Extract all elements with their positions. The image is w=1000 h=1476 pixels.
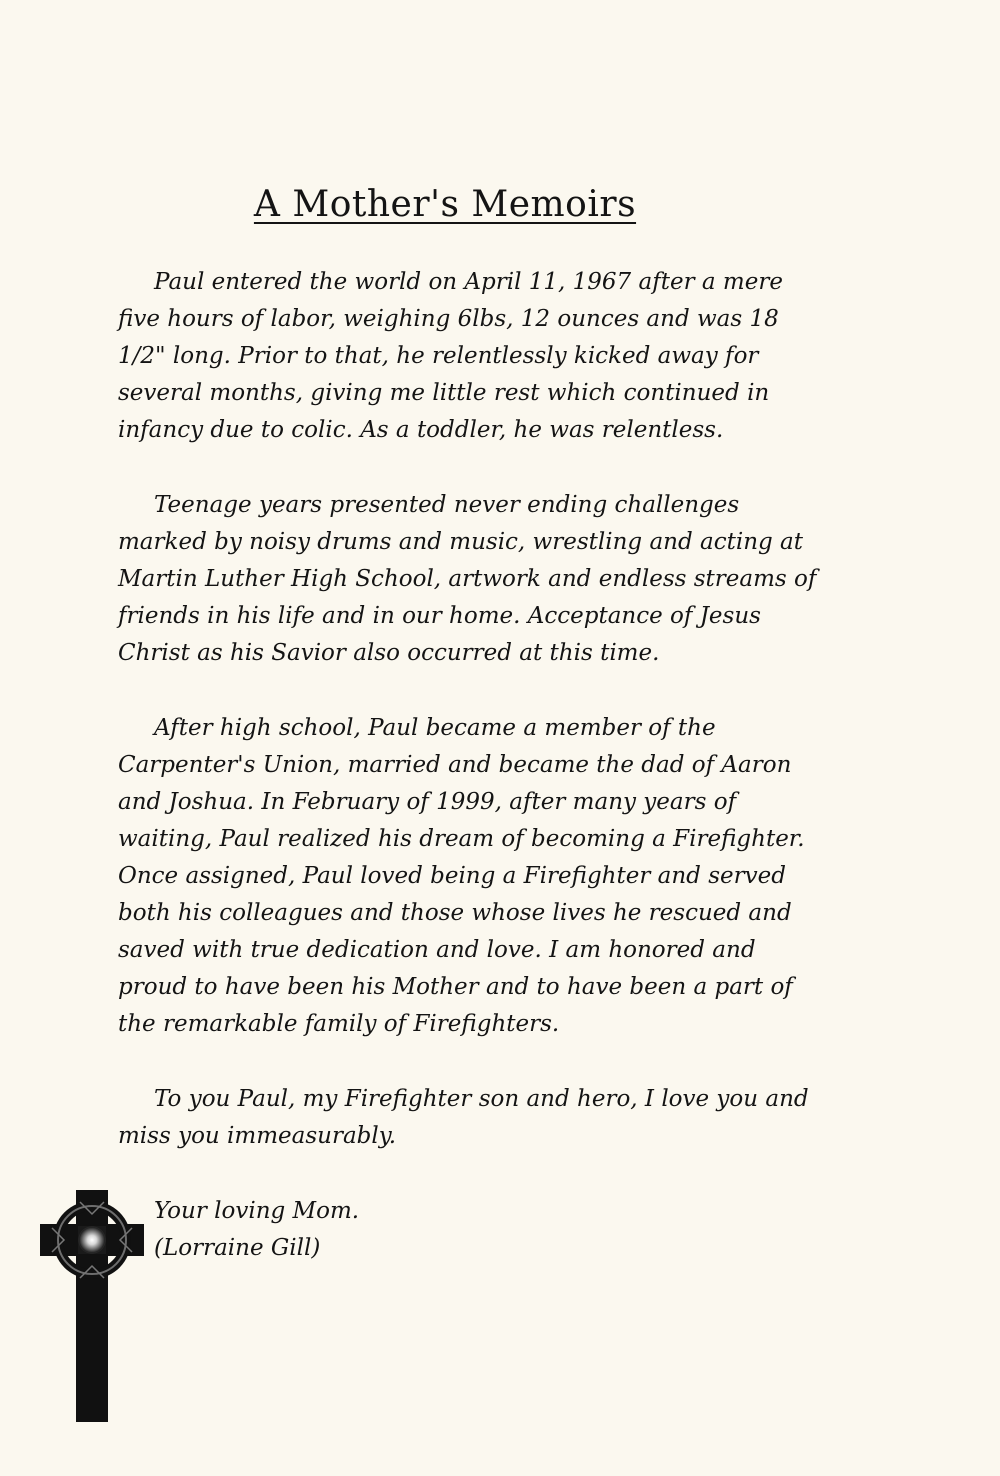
signature-name: (Lorraine Gill) — [154, 1235, 321, 1261]
paragraph-firefighter-career: After high school, Paul became a member of the Carpenter's Union, married and became the dad of Aaron and Joshua. In February of 1999, after many years of waiting, Paul realized his dream of becoming a Firefighter. Once assigned, Paul loved being a Firefighter and served both his colleagues and those whose lives he rescued and saved with true dedication and love. I am honored and proud to have been his Mother and to have been a part of the remarkable family of Firefighters. — [118, 715, 805, 1037]
paragraph-dedication: To you Paul, my Firefighter son and hero, I love you and miss you immeasurably. — [118, 1086, 809, 1149]
closing-line: Your loving Mom. — [154, 1198, 360, 1224]
paragraph-teenage-years: Teenage years presented never ending challenges marked by noisy drums and music, wrestling and acting at Martin Luther High School, artwork and endless streams of friends in his life and in our home. Acceptance of Jesus Christ as his Savior also occurred at this time. — [118, 492, 817, 666]
memoir-body — [118, 264, 818, 1267]
paragraph-birth: Paul entered the world on April 11, 1967 after a mere five hours of labor, weighing 6lbs, 12 ounces and was 18 1/2" long. Prior to that, he relentlessly kicked away for several months, giving me little rest which continued in infancy due to colic. As a toddler, he was relentless. — [118, 269, 783, 443]
page-title: A Mother's Memoirs — [253, 184, 637, 226]
celtic-cross-icon — [40, 1190, 144, 1422]
signature-block — [118, 1193, 818, 1267]
